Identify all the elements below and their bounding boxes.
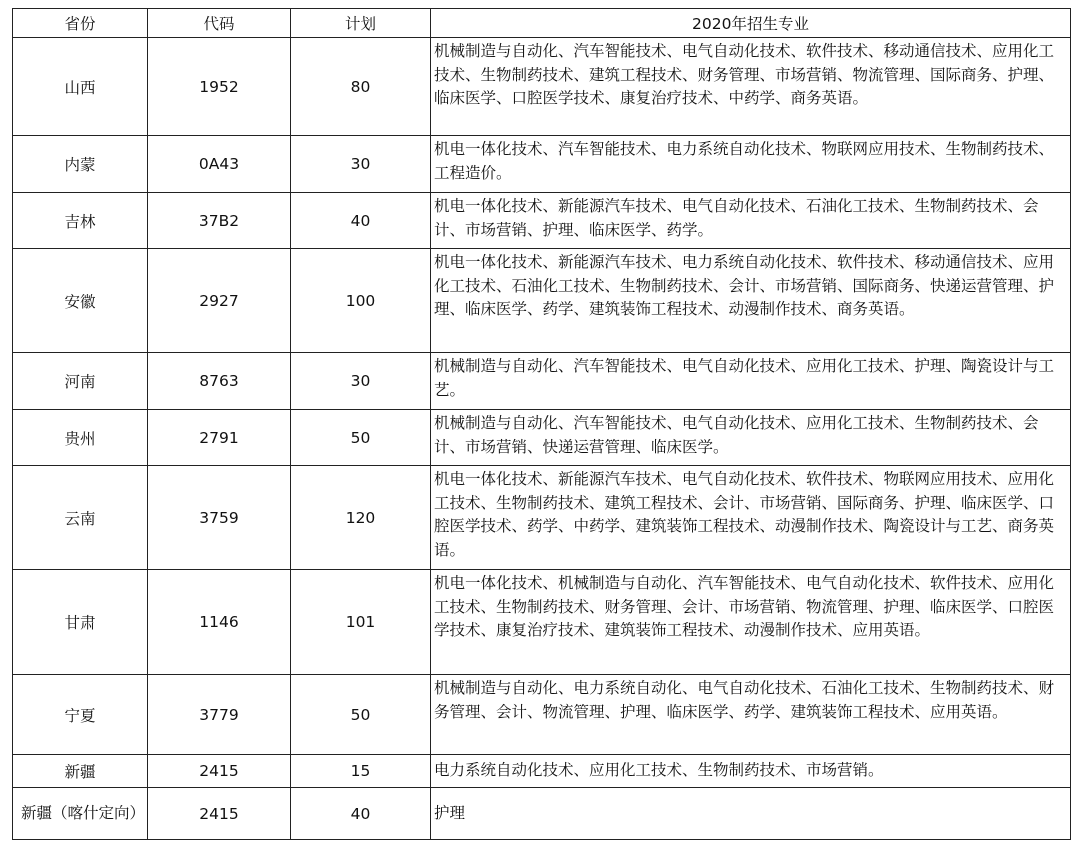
code-cell: 2415 (148, 788, 291, 840)
code-cell: 1952 (148, 38, 291, 136)
header-majors: 2020年招生专业 (431, 9, 1071, 38)
majors-cell: 机电一体化技术、新能源汽车技术、电气自动化技术、石油化工技术、生物制药技术、会计、市场营销、护理、临床医学、药学。 (431, 193, 1071, 249)
table-row (13, 410, 1071, 466)
majors-cell: 机电一体化技术、新能源汽车技术、电气自动化技术、软件技术、物联网应用技术、应用化工技术、生物制药技术、建筑工程技术、会计、市场营销、国际商务、护理、临床医学、口腔医学技术、药学、中药学、建筑装饰工程技术、动漫制作技术、陶瓷设计与工艺、商务英语。 (431, 466, 1071, 570)
table-row (13, 675, 1071, 755)
plan-cell: 50 (291, 675, 431, 755)
code-cell: 3779 (148, 675, 291, 755)
plan-cell: 30 (291, 136, 431, 193)
table-row (13, 193, 1071, 249)
plan-cell: 40 (291, 193, 431, 249)
province-cell: 安徽 (13, 249, 148, 353)
code-cell: 8763 (148, 353, 291, 410)
province-cell: 贵州 (13, 410, 148, 466)
province-cell: 新疆（喀什定向） (13, 788, 148, 840)
header-row (13, 9, 1071, 38)
majors-cell: 电力系统自动化技术、应用化工技术、生物制药技术、市场营销。 (431, 755, 1071, 788)
province-cell: 山西 (13, 38, 148, 136)
majors-cell: 机电一体化技术、汽车智能技术、电力系统自动化技术、物联网应用技术、生物制药技术、工程造价。 (431, 136, 1071, 193)
header-code: 代码 (148, 9, 291, 38)
province-cell: 云南 (13, 466, 148, 570)
majors-cell: 机械制造与自动化、汽车智能技术、电气自动化技术、软件技术、移动通信技术、应用化工技术、生物制药技术、建筑工程技术、财务管理、市场营销、物流管理、国际商务、护理、临床医学、口腔医学技术、康复治疗技术、中药学、商务英语。 (431, 38, 1071, 136)
province-cell: 河南 (13, 353, 148, 410)
code-cell: 1146 (148, 570, 291, 675)
table-row (13, 570, 1071, 675)
enrollment-table (12, 8, 1071, 840)
header-plan: 计划 (291, 9, 431, 38)
province-cell: 新疆 (13, 755, 148, 788)
header-province: 省份 (13, 9, 148, 38)
code-cell: 3759 (148, 466, 291, 570)
table-row (13, 249, 1071, 353)
plan-cell: 15 (291, 755, 431, 788)
table-row (13, 353, 1071, 410)
code-cell: 37B2 (148, 193, 291, 249)
province-cell: 宁夏 (13, 675, 148, 755)
code-cell: 0A43 (148, 136, 291, 193)
table-row (13, 788, 1071, 840)
majors-cell: 机械制造与自动化、汽车智能技术、电气自动化技术、应用化工技术、护理、陶瓷设计与工艺。 (431, 353, 1071, 410)
majors-cell: 机电一体化技术、机械制造与自动化、汽车智能技术、电气自动化技术、软件技术、应用化工技术、生物制药技术、财务管理、会计、市场营销、物流管理、护理、临床医学、口腔医学技术、康复治疗技术、建筑装饰工程技术、动漫制作技术、应用英语。 (431, 570, 1071, 675)
table-row (13, 136, 1071, 193)
plan-cell: 30 (291, 353, 431, 410)
majors-cell: 机电一体化技术、新能源汽车技术、电力系统自动化技术、软件技术、移动通信技术、应用化工技术、石油化工技术、生物制药技术、会计、市场营销、国际商务、快递运营管理、护理、临床医学、药学、建筑装饰工程技术、动漫制作技术、商务英语。 (431, 249, 1071, 353)
code-cell: 2415 (148, 755, 291, 788)
plan-cell: 101 (291, 570, 431, 675)
province-cell: 吉林 (13, 193, 148, 249)
plan-cell: 120 (291, 466, 431, 570)
plan-cell: 50 (291, 410, 431, 466)
table-row (13, 466, 1071, 570)
province-cell: 甘肃 (13, 570, 148, 675)
majors-cell: 机械制造与自动化、电力系统自动化、电气自动化技术、石油化工技术、生物制药技术、财务管理、会计、物流管理、护理、临床医学、药学、建筑装饰工程技术、应用英语。 (431, 675, 1071, 755)
plan-cell: 40 (291, 788, 431, 840)
table-row (13, 38, 1071, 136)
table-row (13, 755, 1071, 788)
majors-cell: 护理 (431, 788, 1071, 840)
plan-cell: 100 (291, 249, 431, 353)
plan-cell: 80 (291, 38, 431, 136)
majors-cell: 机械制造与自动化、汽车智能技术、电气自动化技术、应用化工技术、生物制药技术、会计、市场营销、快递运营管理、临床医学。 (431, 410, 1071, 466)
code-cell: 2791 (148, 410, 291, 466)
code-cell: 2927 (148, 249, 291, 353)
province-cell: 内蒙 (13, 136, 148, 193)
